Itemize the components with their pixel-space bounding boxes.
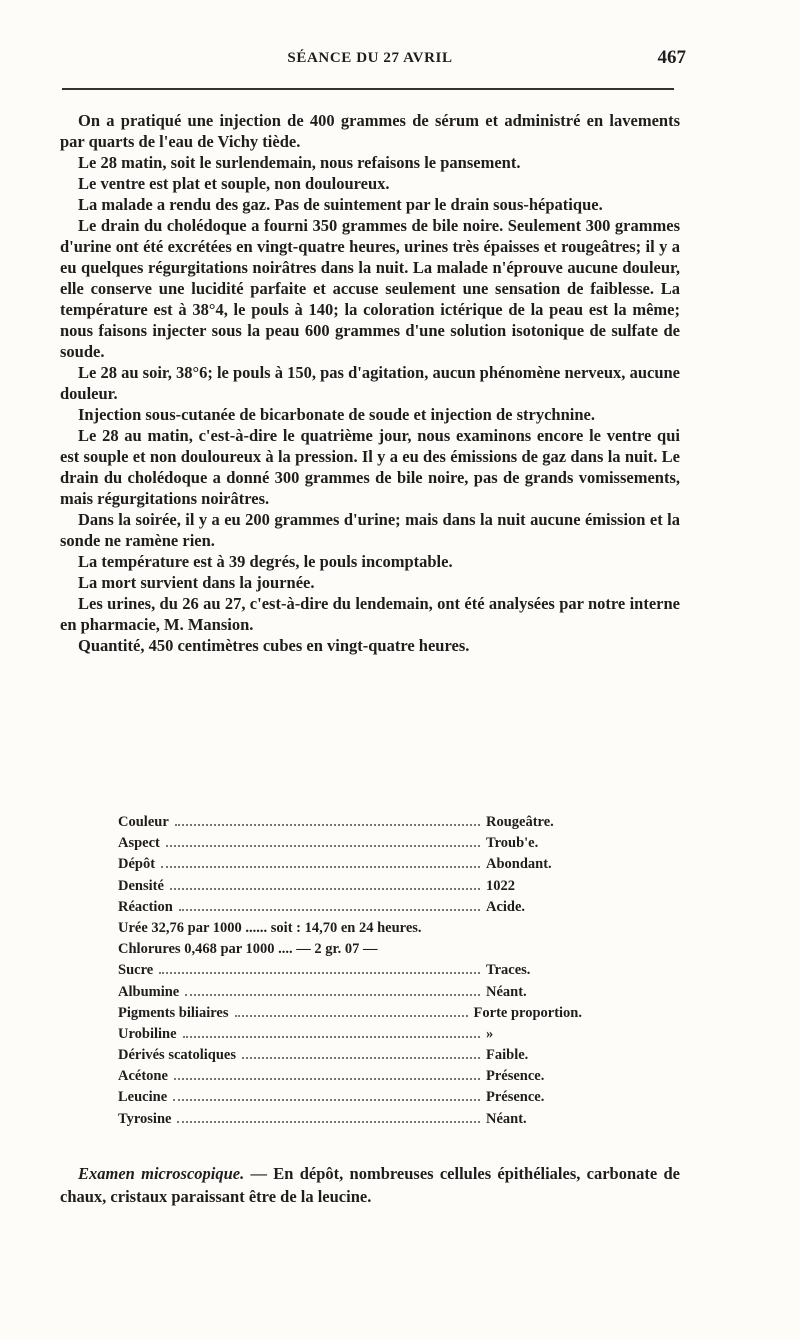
analysis-label: Couleur	[118, 814, 169, 830]
analysis-row	[118, 878, 582, 899]
analysis-row	[118, 1005, 582, 1026]
page-header	[60, 47, 686, 80]
analysis-label: Dépôt	[118, 856, 156, 873]
leader-dots	[174, 1069, 480, 1080]
paragraph: Le 28 au soir, 38°6; le pouls à 150, pas d'agitation, aucun phénomène nerveux, aucune douleur.	[60, 363, 680, 403]
microscopy-title: Examen microscopique.	[78, 1164, 245, 1183]
analysis-label: Densité	[118, 877, 164, 894]
body-text	[60, 110, 680, 656]
leader-dots	[173, 1090, 480, 1101]
leader-dots	[183, 1027, 480, 1038]
paragraph: Le 28 matin, soit le surlendemain, nous refaisons le pansement.	[78, 153, 521, 172]
paragraph: Le ventre est plat et souple, non douloureux.	[78, 174, 390, 193]
analysis-label: Sucre	[118, 962, 154, 979]
analysis-label: Albumine	[118, 983, 180, 1000]
analysis-label: Chlorures 0,468 par 1000 .... — 2 gr. 07 —	[118, 941, 378, 958]
analysis-row	[118, 920, 582, 941]
paragraph: Le 28 au matin, c'est-à-dire le quatrième jour, nous examinons encore le ventre qui est souple et non douloureux à la pression. Il y a eu des émissions de gaz dans la nuit. Le drain du cholédoque a donné 300 grammes de bile noire, pas de grands vomissements, mais régurgitations noirâtres.	[60, 426, 680, 508]
paragraph: La mort survient dans la journée.	[78, 573, 315, 592]
microscopy-text: — En dépôt, nombreuses cellules épithéliales, carbonate de chaux, cristaux paraissant être de la leucine.	[60, 1164, 680, 1206]
paragraph: Quantité, 450 centimètres cubes en vingt-quatre heures.	[78, 636, 470, 655]
leader-dots	[177, 1112, 480, 1123]
analysis-value: Forte proportion.	[473, 1004, 582, 1021]
running-title: SÉANCE DU 27 AVRIL	[287, 50, 453, 66]
analysis-value: 1022	[486, 877, 515, 894]
microscopy-paragraph	[60, 1162, 680, 1208]
analysis-row	[118, 1026, 582, 1047]
urine-analysis-table	[118, 814, 582, 1132]
paragraph: Dans la soirée, il y a eu 200 grammes d'urine; mais dans la nuit aucune émission et la sonde ne ramène rien.	[60, 510, 680, 550]
analysis-value: »	[486, 1025, 494, 1042]
analysis-row	[118, 941, 582, 962]
analysis-label: Urée 32,76 par 1000 ...... soit : 14,70 en 24 heures.	[118, 919, 422, 936]
paragraph: On a pratiqué une injection de 400 grammes de sérum et administré en lavements par quarts de l'eau de Vichy tiède.	[60, 111, 680, 151]
analysis-label: Aspect	[118, 835, 160, 852]
paragraph: Injection sous-cutanée de bicarbonate de soude et injection de strychnine.	[78, 405, 595, 424]
leader-dots	[161, 857, 480, 868]
analysis-label: Dérivés scatoliques	[118, 1047, 236, 1064]
leader-dots	[159, 963, 480, 974]
analysis-row	[118, 1111, 582, 1132]
analysis-value: Troub'e.	[486, 835, 539, 852]
page-number: 467	[657, 47, 686, 68]
paragraph: La température est à 39 degrés, le pouls incomptable.	[78, 552, 453, 571]
leader-dots	[166, 836, 480, 847]
analysis-label: Leucine	[118, 1089, 168, 1106]
leader-dots	[179, 900, 480, 911]
paragraph: La malade a rendu des gaz. Pas de suintement par le drain sous-hépatique.	[78, 195, 603, 214]
analysis-value: Présence.	[486, 1089, 545, 1106]
analysis-value: Rougeâtre.	[486, 814, 554, 830]
analysis-row	[118, 962, 582, 983]
analysis-label: Pigments biliaires	[118, 1004, 229, 1021]
analysis-value: Néant.	[486, 1110, 527, 1127]
analysis-value: Traces.	[486, 962, 531, 979]
paragraph: Les urines, du 26 au 27, c'est-à-dire du lendemain, ont été analysées par notre interne en pharmacie, M. Mansion.	[60, 594, 680, 634]
analysis-row	[118, 1068, 582, 1089]
analysis-row	[118, 1047, 582, 1068]
analysis-label: Réaction	[118, 898, 173, 915]
analysis-label: Tyrosine	[118, 1110, 172, 1127]
analysis-label: Acétone	[118, 1068, 168, 1085]
paragraph: Le drain du cholédoque a fourni 350 grammes de bile noire. Seulement 300 grammes d'urine ont été excrétées en vingt-quatre heures, urines très épaisses et rougeâtres; il y a eu quelques régurgitations noirâtres dans la nuit. La malade n'éprouve aucune douleur, elle conserve une lucidité parfaite et accuse seulement une sensation de faiblesse. La température est à 38°4, le pouls à 140; la coloration ictérique de la peau est la même; nous faisons injecter sous la peau 600 grammes d'une solution isotonique de sulfate de soude.	[60, 216, 680, 361]
leader-dots	[235, 1006, 468, 1017]
paragraph	[60, 1162, 680, 1208]
leader-dots	[242, 1048, 480, 1059]
analysis-row	[118, 899, 582, 920]
header-rule	[62, 88, 674, 90]
analysis-row	[118, 814, 582, 835]
analysis-row	[118, 1089, 582, 1110]
analysis-value: Néant.	[486, 983, 527, 1000]
leader-dots	[170, 879, 480, 890]
leader-dots	[175, 815, 480, 826]
analysis-value: Présence.	[486, 1068, 545, 1085]
analysis-row	[118, 856, 582, 877]
analysis-value: Abondant.	[486, 856, 552, 873]
analysis-label: Urobiline	[118, 1025, 177, 1042]
analysis-value: Acide.	[486, 898, 526, 915]
analysis-value: Faible.	[486, 1047, 529, 1064]
analysis-row	[118, 984, 582, 1005]
leader-dots	[185, 985, 480, 996]
analysis-row	[118, 835, 582, 856]
